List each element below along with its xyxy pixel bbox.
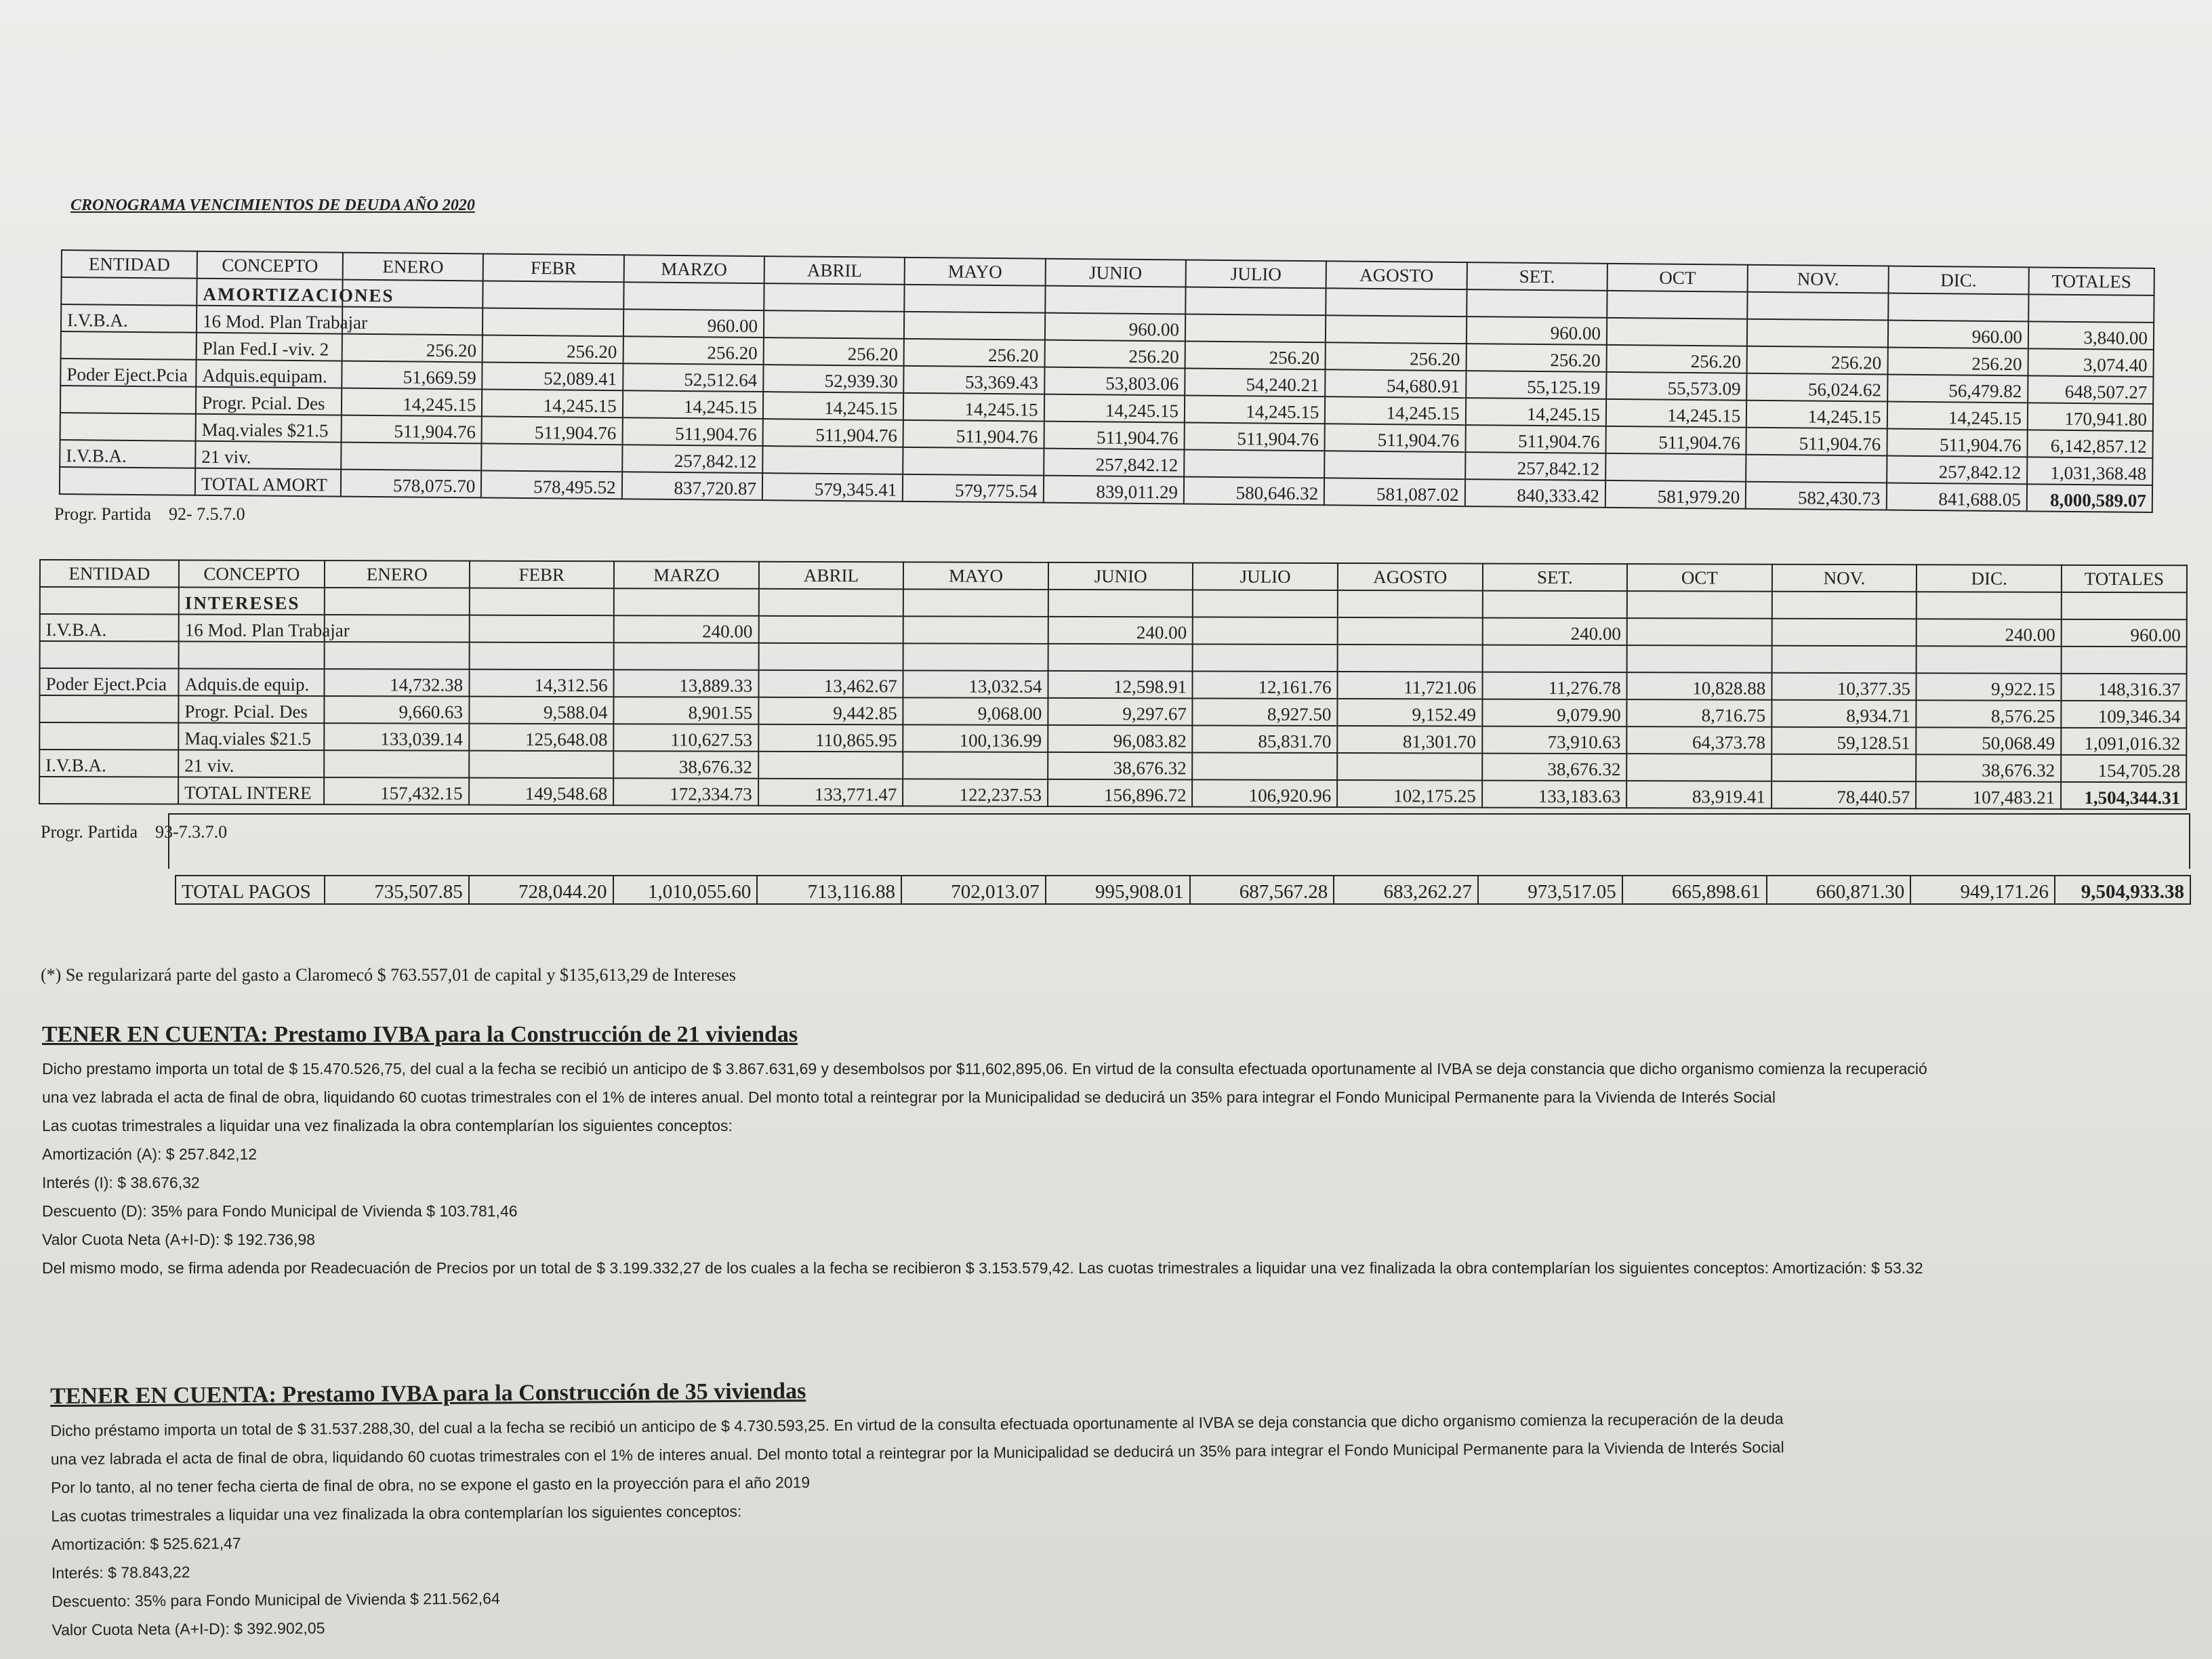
total-row (39, 777, 2186, 809)
col-concepto: CONCEPTO (197, 251, 343, 280)
value-cell (469, 642, 614, 670)
row-total-cell (2062, 647, 2187, 674)
value-cell: 256.20 (1185, 341, 1326, 369)
value-cell: 960.00 (623, 309, 764, 337)
value-cell (1771, 754, 1917, 782)
value-cell (1607, 318, 1748, 346)
value-cell: 960.00 (1887, 321, 2028, 349)
value-cell: 240.00 (1917, 619, 2062, 647)
col-month: AGOSTO (1338, 563, 1483, 591)
value-cell (758, 616, 903, 644)
value-cell: 13,462.67 (758, 670, 903, 698)
partida-value: 93-7.3.7.0 (155, 822, 228, 842)
col-month: DIC. (1917, 565, 2062, 592)
partida-value: 92- 7.5.7.0 (169, 504, 245, 524)
value-cell: 9,297.67 (1048, 698, 1193, 726)
text-line: Dicho préstamo importa un total de $ 31.537.288,30, del cual a la fecha se recibió un anticipo de $ 4.730.593,25. En virtud de la consulta efectuada oportunamente al IVBA se deja constancia que dicho organismo comienza la recuperación de la deuda (50, 1410, 1784, 1439)
col-month: DIC. (1888, 266, 2029, 295)
value-cell: 14,245.15 (763, 392, 904, 420)
value-cell: 960.00 (1045, 313, 1186, 342)
row-total-cell: 3,840.00 (2028, 321, 2154, 350)
total-cell: 133,771.47 (758, 779, 903, 806)
value-cell (758, 643, 903, 671)
col-month: FEBR (469, 561, 614, 589)
value-cell: 511,904.76 (1605, 426, 1746, 455)
value-cell: 14,732.38 (324, 669, 469, 697)
entidad-cell: I.V.B.A. (40, 614, 179, 642)
text-line: Descuento (D): 35% para Fondo Municipal de Vivienda $ 103.781,46 (42, 1202, 518, 1220)
entidad-cell: Poder Eject.Pcia (60, 359, 196, 387)
text-line: una vez labrada el acta de final de obra, liquidando 60 cuotas trimestrales con el 1% de interes anual. Del monto total a reintegrar por la Municipalidad se deducirá un 35% para integrar el Fondo Municipal Permanente para la Vivienda de Interés Social (50, 1438, 1784, 1468)
value-cell: 54,240.21 (1185, 368, 1326, 396)
concepto-cell: 16 Mod. Plan Trabajar (197, 306, 342, 334)
total-pagos-label: TOTAL PAGOS (176, 876, 325, 904)
col-month: ABRIL (764, 256, 905, 285)
value-cell: 11,276.78 (1482, 672, 1627, 700)
concepto-cell: Progr. Pcial. Des (178, 696, 324, 724)
concepto-cell: Progr. Pcial. Des (196, 387, 342, 415)
total-cell: 172,334.73 (613, 778, 758, 806)
cell: 735,507.85 (325, 876, 469, 904)
value-cell (1626, 754, 1771, 781)
value-cell (1746, 455, 1887, 483)
value-cell: 14,245.15 (1325, 396, 1466, 425)
col-month: JUNIO (1048, 562, 1193, 590)
entidad-cell: I.V.B.A. (61, 304, 197, 333)
text-line: Interés (I): $ 38.676,32 (42, 1174, 200, 1191)
value-cell (482, 443, 623, 472)
value-cell (1917, 646, 2062, 674)
text-line: Del mismo modo, se firma adenda por Readecuación de Precios por un total de $ 3.199.332,27 de los cuales a la fecha se recibieron $ 3.153.579,42. Las cuotas trimestrales a liquidar una vez finalizada la obra contemplarían los siguientes conceptos: Amortización: $ 53.32 (42, 1259, 1923, 1277)
value-cell: 14,245.15 (342, 388, 483, 417)
value-cell: 257,842.12 (1465, 452, 1606, 480)
cell: 687,567.28 (1190, 876, 1334, 904)
value-cell: 511,904.76 (1325, 424, 1466, 452)
row-total-cell: 170,941.80 (2028, 403, 2153, 431)
col-month: ABRIL (759, 562, 904, 590)
value-cell (1326, 315, 1467, 344)
cell: 949,171.26 (1910, 876, 2055, 904)
value-cell: 9,660.63 (324, 696, 469, 724)
value-cell (1184, 449, 1325, 478)
value-cell: 12,161.76 (1193, 671, 1338, 699)
grand-total: 9,504,933.38 (2055, 876, 2190, 904)
value-cell: 511,904.76 (622, 417, 763, 446)
value-cell: 11,721.06 (1338, 672, 1483, 699)
col-month: JULIO (1193, 562, 1338, 590)
total-cell: 578,495.52 (481, 470, 622, 499)
value-cell: 59,128.51 (1771, 727, 1917, 755)
cell: 683,262.27 (1334, 876, 1478, 904)
row-total-cell: 1,031,368.48 (2027, 457, 2152, 485)
total-cell: 839,011.29 (1043, 476, 1184, 504)
text-line: Las cuotas trimestrales a liquidar una vez finalizada la obra contemplarían los siguientes conceptos: (51, 1502, 742, 1525)
value-cell (469, 751, 614, 779)
total-cell: 107,483.21 (1916, 781, 2061, 809)
value-cell: 511,904.76 (1465, 425, 1606, 453)
total-cell: 133,183.63 (1482, 781, 1627, 808)
section-heading: TENER EN CUENTA: Prestamo IVBA para la Construcción de 35 viviendas (50, 1378, 806, 1409)
value-cell: 14,245.15 (1746, 401, 1887, 429)
text-line: Amortización (A): $ 257.842,12 (42, 1145, 258, 1163)
value-cell (1193, 644, 1338, 672)
value-cell: 9,442.85 (758, 697, 903, 725)
value-cell (1482, 645, 1627, 673)
value-cell: 256.20 (1747, 346, 1888, 375)
value-cell: 54,680.91 (1325, 369, 1466, 398)
value-cell (341, 443, 482, 471)
value-cell (614, 642, 759, 670)
value-cell (1605, 453, 1746, 482)
total-cell: 156,896.72 (1048, 779, 1193, 807)
total-pagos-table (175, 875, 2191, 905)
col-concepto: CONCEPTO (179, 560, 325, 588)
total-cell: 157,432.15 (324, 777, 469, 805)
col-totales: TOTALES (2029, 267, 2154, 295)
value-cell: 511,904.76 (1887, 429, 2028, 457)
value-cell: 51,669.59 (342, 361, 483, 390)
concepto-cell: Plan Fed.I -viv. 2 (197, 333, 342, 361)
value-cell: 73,910.63 (1482, 726, 1627, 754)
value-cell: 14,245.15 (1185, 395, 1326, 424)
value-cell (1193, 617, 1338, 644)
col-month: MARZO (623, 255, 764, 283)
col-month: SET. (1483, 564, 1628, 592)
entidad-cell: Poder Eject.Pcia (39, 668, 178, 696)
col-totales: TOTALES (2062, 565, 2187, 592)
section-label: AMORTIZACIONES (197, 279, 342, 307)
value-cell (1627, 618, 1772, 646)
value-cell (1771, 619, 1917, 647)
col-month: ENERO (343, 253, 484, 281)
total-label: TOTAL INTERE (178, 777, 324, 805)
concepto-cell: 16 Mod. Plan Trabajar (179, 615, 325, 642)
value-cell: 14,245.15 (623, 390, 764, 419)
value-cell (1338, 617, 1483, 645)
col-month: OCT (1627, 564, 1772, 592)
text-line: Las cuotas trimestrales a liquidar una vez finalizada la obra contemplarían los siguientes conceptos: (42, 1117, 733, 1134)
text-line: Por lo tanto, al no tener fecha cierta de final de obra, no se expone el gasto en la proyección para el año 2019 (50, 1473, 811, 1496)
col-month: JUNIO (1045, 259, 1186, 287)
value-cell (1627, 645, 1772, 673)
row-total-cell: 960.00 (2062, 619, 2187, 647)
value-cell: 100,136.99 (903, 724, 1048, 752)
value-cell (483, 308, 623, 336)
value-cell: 10,828.88 (1627, 672, 1772, 700)
value-cell: 256.20 (342, 334, 483, 363)
value-cell (762, 446, 903, 474)
concepto-cell: 21 viv. (178, 750, 324, 778)
value-cell: 9,079.90 (1482, 699, 1627, 727)
cell: 660,871.30 (1767, 876, 1911, 904)
value-cell: 13,032.54 (903, 670, 1048, 698)
value-cell (1185, 314, 1326, 342)
value-cell: 10,377.35 (1771, 673, 1917, 701)
value-cell: 256.20 (1466, 344, 1607, 372)
value-cell: 133,039.14 (324, 723, 469, 751)
total-cell: 837,720.87 (621, 472, 762, 500)
partida-label: Progr. Partida (41, 822, 138, 842)
value-cell: 511,904.76 (903, 420, 1044, 449)
cell: 1,010,055.60 (613, 876, 758, 904)
col-month: SET. (1467, 262, 1607, 291)
value-cell (1048, 644, 1193, 672)
value-cell: 14,245.15 (903, 393, 1044, 422)
row-total-cell: 3,074.40 (2028, 348, 2153, 377)
value-cell: 38,676.32 (1048, 752, 1193, 780)
cell: 728,044.20 (469, 876, 613, 904)
total-cell: 106,920.96 (1193, 779, 1338, 807)
col-month: MAYO (903, 562, 1048, 590)
value-cell: 9,588.04 (469, 697, 614, 724)
value-cell: 14,245.15 (482, 389, 623, 417)
value-cell: 511,904.76 (1746, 428, 1887, 456)
col-month: JULIO (1186, 260, 1327, 288)
value-cell: 511,904.76 (342, 415, 483, 444)
cell: 973,517.05 (1478, 876, 1622, 904)
value-cell (758, 752, 903, 779)
value-cell: 240.00 (1482, 618, 1627, 646)
value-cell (903, 447, 1044, 476)
value-cell: 81,301.70 (1337, 726, 1482, 754)
total-cell: 581,979.20 (1605, 480, 1746, 509)
entidad-cell (40, 641, 179, 669)
total-label: TOTAL AMORT (195, 468, 341, 497)
text-line: Valor Cuota Neta (A+I-D): $ 392.902,05 (52, 1619, 325, 1639)
value-cell: 96,083.82 (1048, 725, 1193, 753)
value-cell: 240.00 (614, 615, 759, 643)
value-cell: 14,245.15 (1465, 398, 1606, 426)
value-cell: 257,842.12 (1887, 456, 2028, 485)
value-cell: 960.00 (1466, 316, 1607, 345)
value-cell: 511,904.76 (762, 419, 903, 447)
total-cell: 581,087.02 (1324, 478, 1465, 506)
value-cell: 256.20 (623, 336, 764, 365)
row-total-cell: 148,316.37 (2061, 674, 2186, 701)
total-pagos-frame (168, 813, 2190, 869)
value-cell: 257,842.12 (622, 445, 763, 473)
total-cell: 579,775.54 (903, 474, 1044, 503)
section-label: INTERESES (179, 588, 325, 615)
value-cell (469, 615, 614, 643)
text-line: una vez labrada el acta de final de obra, liquidando 60 cuotas trimestrales con el 1% de interes anual. Del monto total a reintegrar por la Municipalidad se deducirá un 35% para integrar el Fondo Municipal Permanente para la Vivienda de Interés Social (42, 1088, 1776, 1106)
footnote: (*) Se regularizará parte del gasto a Claromecó $ 763.557,01 de capital y $135,613,29 de Intereses (41, 965, 736, 985)
total-cell: 122,237.53 (903, 779, 1048, 806)
value-cell (324, 750, 469, 778)
value-cell: 257,842.12 (1044, 449, 1185, 477)
value-cell: 14,245.15 (1606, 399, 1747, 428)
value-cell: 110,627.53 (613, 724, 758, 752)
value-cell: 14,245.15 (1044, 394, 1185, 423)
col-month: OCT (1607, 264, 1748, 292)
text-line: Valor Cuota Neta (A+I-D): $ 192.736,98 (42, 1231, 315, 1248)
value-cell: 55,125.19 (1466, 371, 1607, 399)
value-cell: 64,373.78 (1626, 726, 1771, 754)
row-total-cell: 648,507.27 (2028, 375, 2153, 404)
col-month: MAYO (905, 258, 1046, 286)
col-month: NOV. (1772, 565, 1917, 592)
page-title: CRONOGRAMA VENCIMIENTOS DE DEUDA AÑO 2020 (70, 197, 475, 214)
partida-label: Progr. Partida (54, 504, 151, 524)
col-month: ENERO (325, 560, 470, 588)
value-cell: 85,831.70 (1193, 725, 1338, 753)
value-cell (1771, 646, 1917, 674)
value-cell (904, 312, 1045, 340)
value-cell: 53,369.43 (904, 366, 1045, 394)
value-cell (1747, 319, 1888, 348)
entidad-cell: I.V.B.A. (39, 750, 178, 777)
entidad-cell (61, 331, 197, 360)
col-month: NOV. (1748, 265, 1889, 293)
value-cell: 256.20 (1606, 345, 1747, 373)
value-cell (1324, 451, 1465, 479)
text-line: Amortización: $ 525.621,47 (51, 1534, 241, 1553)
entidad-cell: I.V.B.A. (60, 440, 195, 468)
total-cell: 78,440.57 (1771, 781, 1917, 809)
value-cell: 14,312.56 (469, 670, 614, 697)
total-cell: 102,175.25 (1337, 780, 1482, 808)
total-cell: 841,688.05 (1886, 483, 2027, 512)
text-line: Dicho prestamo importa un total de $ 15.470.526,75, del cual a la fecha se recibió un anticipo de $ 3.867.631,69 y desembolsos por $11,602,895,06. En virtud de la consulta efectuada oportunamente al IVBA se deja constancia que dicho organismo comienza la recuperació (42, 1060, 1927, 1078)
text-line: Descuento: 35% para Fondo Municipal de Vivienda $ 211.562,64 (52, 1589, 500, 1610)
value-cell: 38,676.32 (1482, 754, 1627, 781)
value-cell: 511,904.76 (1184, 422, 1325, 451)
value-cell: 125,648.08 (469, 724, 614, 752)
value-cell: 9,068.00 (903, 697, 1048, 725)
total-cell: 579,345.41 (762, 473, 903, 501)
total-cell: 580,646.32 (1184, 476, 1325, 505)
cell: 702,013.07 (901, 876, 1046, 904)
total-cell: 149,548.68 (469, 778, 614, 806)
value-cell: 56,479.82 (1887, 375, 2028, 403)
value-cell: 52,089.41 (483, 362, 623, 390)
value-cell: 240.00 (1048, 617, 1193, 644)
value-cell: 256.20 (1887, 348, 2028, 376)
col-month: FEBR (483, 253, 624, 282)
value-cell: 9,922.15 (1917, 673, 2062, 701)
row-total-cell: 1,091,016.32 (2061, 728, 2186, 755)
value-cell (764, 310, 905, 339)
value-cell (1338, 644, 1483, 672)
value-cell: 56,024.62 (1746, 373, 1887, 402)
total-cell: 582,430.73 (1746, 482, 1887, 510)
value-cell: 256.20 (1326, 342, 1467, 371)
value-cell: 38,676.32 (613, 751, 758, 779)
value-cell: 511,904.76 (482, 416, 623, 445)
value-cell: 8,716.75 (1627, 699, 1772, 727)
value-cell: 38,676.32 (1917, 754, 2062, 782)
value-cell: 256.20 (1044, 340, 1185, 369)
value-cell: 9,152.49 (1337, 699, 1482, 726)
progr-partida (54, 504, 245, 525)
value-cell: 256.20 (904, 339, 1045, 367)
value-cell (903, 643, 1048, 671)
cell: 995,908.01 (1046, 876, 1190, 904)
row-total-cell: 154,705.28 (2061, 755, 2186, 782)
concepto-cell: 21 viv. (195, 441, 341, 470)
grand-total: 8,000,589.07 (2027, 484, 2152, 512)
col-month: MARZO (614, 561, 759, 589)
concepto-cell: Adquis.equipam. (196, 360, 342, 388)
value-cell: 110,865.95 (758, 724, 903, 752)
entidad-cell (60, 386, 196, 414)
value-cell: 52,939.30 (763, 365, 904, 393)
row-total-cell: 109,346.34 (2061, 701, 2186, 728)
grand-total: 1,504,344.31 (2061, 782, 2186, 809)
amortizaciones-table (59, 249, 2155, 513)
row-total-cell: 6,142,857.12 (2027, 430, 2152, 458)
section-heading: TENER EN CUENTA: Prestamo IVBA para la Construcción de 21 viviendas (42, 1022, 798, 1047)
total-cell: 83,919.41 (1626, 781, 1771, 808)
entidad-cell (39, 722, 178, 750)
total-pagos-row (176, 876, 2190, 904)
value-cell (1337, 753, 1482, 781)
value-cell: 52,512.64 (623, 363, 764, 392)
value-cell: 256.20 (764, 337, 905, 366)
value-cell: 14,245.15 (1887, 402, 2028, 430)
value-cell: 12,598.91 (1048, 671, 1193, 699)
entidad-cell (60, 413, 196, 441)
value-cell: 8,576.25 (1917, 700, 2062, 728)
prestamo-35-viviendas (50, 1369, 2153, 1644)
col-month: AGOSTO (1326, 261, 1467, 289)
intereses-table (39, 559, 2188, 810)
value-cell: 55,573.09 (1606, 372, 1747, 401)
value-cell: 13,889.33 (614, 670, 759, 697)
entidad-cell (39, 695, 178, 723)
value-cell: 8,901.55 (614, 697, 759, 724)
concepto-cell (179, 642, 325, 670)
text-line: Interés: $ 78.843,22 (51, 1563, 190, 1582)
value-cell: 8,934.71 (1771, 700, 1917, 728)
concepto-cell: Maq.viales $21.5 (178, 723, 324, 751)
concepto-cell: Adquis.de equip. (178, 669, 324, 697)
cell: 665,898.61 (1622, 876, 1767, 904)
col-entidad: ENTIDAD (40, 560, 179, 588)
value-cell (903, 752, 1048, 779)
total-cell: 578,075.70 (341, 470, 482, 498)
concepto-cell: Maq.viales $21.5 (196, 414, 342, 443)
value-cell (903, 616, 1048, 644)
value-cell (325, 642, 470, 670)
value-cell: 53,803.06 (1044, 367, 1185, 396)
value-cell: 256.20 (483, 335, 623, 363)
cell: 713,116.88 (757, 876, 901, 904)
col-entidad: ENTIDAD (62, 250, 197, 279)
value-cell: 511,904.76 (1044, 422, 1185, 450)
value-cell: 8,927.50 (1193, 698, 1338, 726)
value-cell: 50,068.49 (1917, 727, 2062, 755)
total-cell: 840,333.42 (1465, 479, 1605, 508)
prestamo-21-viviendas (42, 1022, 2212, 1282)
value-cell (1193, 752, 1338, 780)
